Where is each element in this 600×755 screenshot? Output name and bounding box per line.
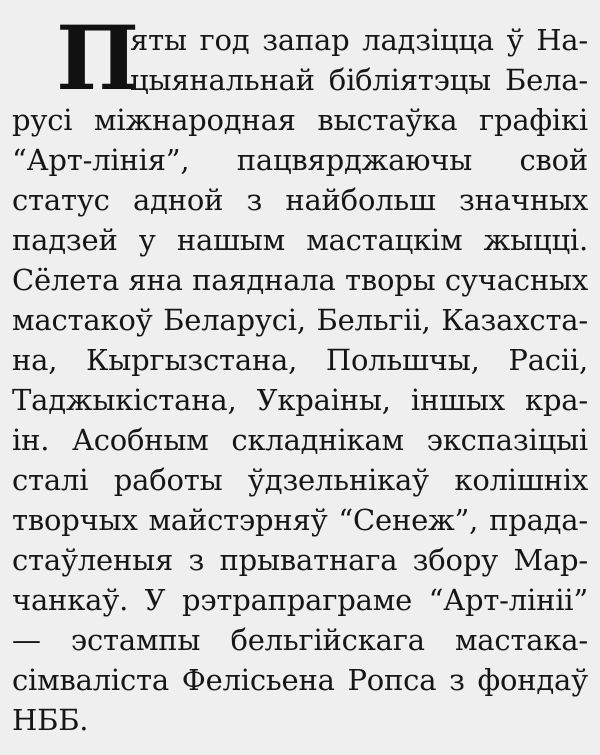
article-line-1: яты год запар ладзіцца ў На-: [130, 23, 588, 57]
article-line-3: русі міжнародная выстаўка графікі: [12, 103, 588, 137]
article-line-15: чанкаў. У рэтрапраграме “Арт-лініі”: [12, 583, 588, 617]
article-line-17: сімваліста Фелісьена Ропса з фондаў: [12, 663, 588, 697]
article-line-12: сталі работы ўдзельнікаў колішніх: [12, 463, 588, 497]
article-line-8: мастакоў Беларусі, Бельгіі, Казахста-: [12, 303, 588, 337]
article-line-2: цыянальнай бібліятэцы Бела-: [130, 63, 588, 97]
article-line-7: Сёлета яна паяднала творы сучасных: [12, 263, 588, 297]
article-line-5: статус адной з найбольш значных: [12, 183, 588, 217]
article-line-9: на, Кыргызстана, Польшчы, Расіі,: [12, 343, 588, 377]
article-line-14: стаўленыя з прыватнага збору Мар-: [12, 543, 588, 577]
article-line-10: Таджыкістана, Украіны, іншых кра-: [12, 383, 588, 417]
article-line-4: “Арт-лінія”, пацвярджаючы свой: [12, 143, 588, 177]
article-text-block: [12, 8, 588, 748]
drop-cap-letter: П: [56, 6, 140, 110]
article-line-6: падзей у нашым мастацкім жыцці.: [12, 223, 588, 257]
article-line-13: творчых майстэрняў “Сенеж”, прада-: [12, 503, 588, 537]
article-line-11: ін. Асобным складнікам экспазіцыі: [12, 423, 588, 457]
article-line-16: — эстампы бельгійскага мастака-: [12, 623, 588, 657]
article-line-18: НББ.: [12, 703, 89, 737]
